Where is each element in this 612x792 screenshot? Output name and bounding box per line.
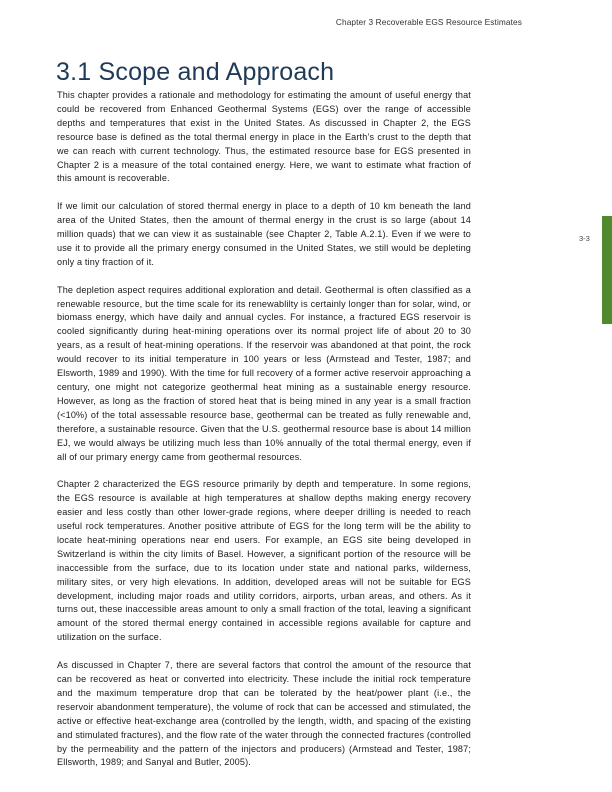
running-header: Chapter 3 Recoverable EGS Resource Estimates — [335, 17, 522, 27]
paragraph-5: As discussed in Chapter 7, there are several factors that control the amount of the resource that can be recovered as heat or converted into electricity. These include the initial rock temperature and the maximum temperature drop that can be tolerated by the heat/power plant (i.e., the reservoir abandonment temperature), the volume of rock that can be accessed and stimulated, the active or effective heat-exchange area (controlled by the length, width, and spacing of the existing and stimulated fractures), and the flow rate of the water through the connected fractures (controlled by the permeability and the pattern of the injectors and producers) (Armstead and Tester, 1987; Ellsworth, 1989; and Sanyal and Butler, 2005). — [57, 660, 471, 768]
paragraph-3: The depletion aspect requires additional exploration and detail. Geothermal is often classified as a renewable resource, but the time scale for its renewablilty is certainly longer than for solar, wind, or biomass energy, which have daily and annual cycles. For instance, a fractured EGS reservoir is cooled significantly during heat-mining operations over its normal project life of about 20 to 30 years, as a result of heat-mining operations. If the reservoir was abandoned at that point, the rock would recover to its initial temperature in 100 years or less (Armstead and Tester, 1987; and Elsworth, 1989 and 1990). With the time for full recovery of a former active reservoir approaching a century, one might not categorize geothermal heat mining as a sustainable energy resource. However, as long as the fraction of stored heat that is being mined in any year is a small fraction (<10%) of the total assessable resource base, geothermal can be treated as fully renewable and, therefore, a sustainable resource. Given that the U.S. geothermal resource base is about 14 million EJ, we would always be utilizing much less than 10% annually of the total thermal energy, even if all of our primary energy came from geothermal resources. — [57, 284, 471, 462]
paragraph-1: This chapter provides a rationale and methodology for estimating the amount of useful energy that could be recovered from Enhanced Geothermal Systems (EGS) over the range of accessible depths and temperatures that exist in the United States. As discussed in Chapter 2, the EGS resource base is defined as the total thermal energy in place in the Earth’s crust to the depth that we can reach with current technology. Thus, the estimated resource base for EGS presented in Chapter 2 is a measure of the total contained energy. Here, we want to estimate what fraction of this amount is recoverable. — [57, 90, 471, 184]
chapter-side-tab — [602, 216, 612, 324]
body-text — [57, 89, 471, 784]
page-number: 3-3 — [579, 234, 590, 243]
paragraph-2: If we limit our calculation of stored thermal energy in place to a depth of 10 km beneath the land area of the United States, then the amount of thermal energy in the crust is so large (about 14 million quads) that we can view it as sustainable (see Chapter 2, Table A.2.1). Even if we were to use it to provide all the primary energy consumed in the United States, we still would be depleting only a tiny fraction of it. — [57, 201, 471, 267]
section-title: 3.1 Scope and Approach — [56, 58, 335, 86]
paragraph-4: Chapter 2 characterized the EGS resource primarily by depth and temperature. In some regions, the EGS resource is available at high temperatures at shallow depths making energy recovery easier and less costly than other lower-grade regions, where deeper drilling is needed to reach useful rock temperatures. Another positive attribute of EGS for the long term will be the ability to locate heat-mining operations near end users. For example, an EGS site being developed in Switzerland is within the city limits of Basel. However, a significant portion of the resource will be inaccessible from the surface, due to its location under state and national parks, wilderness, military sites, or very high elevations. In addition, developed areas will not be suitable for EGS development, including major roads and utility corridors, airports, urban areas, and others. As it turns out, these inaccessible areas amount to only a small fraction of the total, leaving a significant amount of the stored thermal energy contained in accessible regions available for capture and utilization on the surface. — [57, 479, 471, 643]
